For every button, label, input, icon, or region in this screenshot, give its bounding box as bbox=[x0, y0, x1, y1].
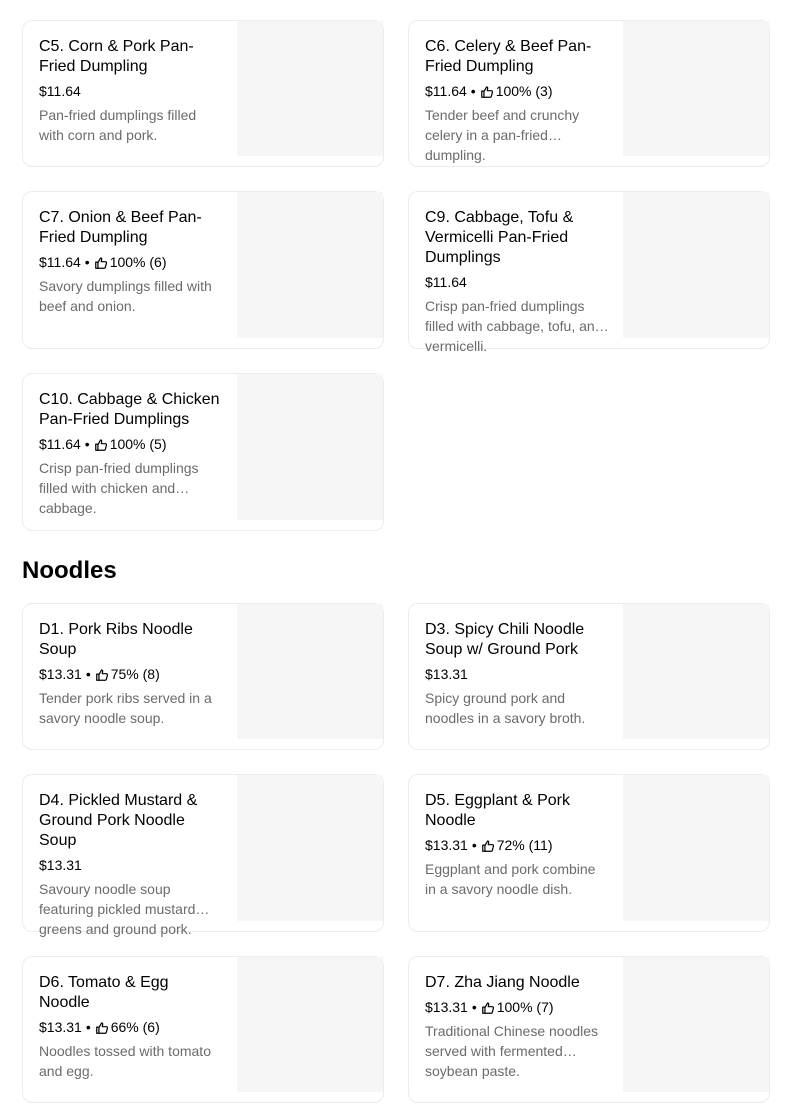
meta-separator: • bbox=[470, 83, 476, 99]
menu-item-card[interactable] bbox=[22, 373, 384, 531]
item-price: $11.64 bbox=[39, 254, 81, 270]
item-title: D6. Tomato & Egg Noodle bbox=[39, 974, 169, 1011]
item-description: Eggplant and pork combine in a savory noodle dish. bbox=[425, 861, 596, 897]
item-info bbox=[425, 973, 609, 1079]
item-image bbox=[237, 604, 383, 739]
item-rating: 100% (5) bbox=[109, 436, 167, 452]
item-info bbox=[425, 620, 609, 728]
menu-item-card[interactable] bbox=[22, 774, 384, 937]
item-rating: 66% (6) bbox=[110, 1019, 160, 1035]
item-meta bbox=[39, 1017, 223, 1037]
item-price: $11.64 bbox=[425, 274, 467, 290]
item-price: $13.31 bbox=[39, 1019, 82, 1035]
item-description: Traditional Chinese noodles served with fermented soybean paste. bbox=[425, 1023, 599, 1079]
item-meta bbox=[425, 835, 609, 855]
item-info bbox=[39, 620, 223, 728]
meta-separator: • bbox=[471, 999, 477, 1015]
menu-item-card[interactable] bbox=[22, 956, 384, 1103]
meta-separator: • bbox=[85, 1019, 91, 1035]
item-title: C6. Celery & Beef Pan-Fried Dumpling bbox=[425, 38, 592, 75]
item-image bbox=[237, 957, 383, 1092]
item-meta bbox=[39, 664, 223, 684]
item-rating: 72% (11) bbox=[496, 837, 553, 853]
item-info bbox=[39, 973, 223, 1081]
item-price: $13.31 bbox=[425, 837, 468, 853]
item-meta bbox=[425, 272, 609, 292]
item-rating: 100% (3) bbox=[495, 83, 553, 99]
menu-item-card[interactable] bbox=[22, 191, 384, 349]
item-info bbox=[39, 791, 223, 937]
item-title: C9. Cabbage, Tofu & Vermicelli Pan-Fried Dumplings bbox=[425, 209, 574, 266]
item-price: $11.64 bbox=[425, 83, 467, 99]
thumbs-up-icon bbox=[481, 838, 495, 852]
item-info bbox=[39, 37, 223, 145]
item-meta bbox=[39, 434, 223, 454]
item-price: $13.31 bbox=[39, 857, 82, 873]
menu-item-card[interactable] bbox=[22, 20, 384, 167]
item-title: C10. Cabbage & Chicken Pan-Fried Dumplings bbox=[39, 391, 220, 428]
item-title: D1. Pork Ribs Noodle Soup bbox=[39, 621, 193, 658]
item-image bbox=[623, 192, 769, 338]
menu-item-card[interactable] bbox=[408, 956, 770, 1103]
thumbs-up-icon bbox=[480, 84, 494, 98]
menu-item-card[interactable] bbox=[408, 191, 770, 354]
meta-separator: • bbox=[84, 436, 90, 452]
item-price: $11.64 bbox=[39, 83, 81, 99]
meta-separator: • bbox=[471, 837, 477, 853]
item-image bbox=[623, 957, 769, 1092]
meta-separator: • bbox=[85, 666, 91, 682]
item-title: D7. Zha Jiang Noodle bbox=[425, 974, 580, 991]
thumbs-up-icon bbox=[94, 255, 108, 269]
item-image bbox=[237, 21, 383, 156]
item-info bbox=[425, 208, 609, 354]
item-info bbox=[425, 791, 609, 899]
item-description: Noodles tossed with tomato and egg. bbox=[39, 1043, 211, 1079]
item-title: C5. Corn & Pork Pan-Fried Dumpling bbox=[39, 38, 194, 75]
thumbs-up-icon bbox=[94, 437, 108, 451]
item-description: Crisp pan-fried dumplings filled with chicken and cabbage. bbox=[39, 460, 199, 516]
item-image bbox=[237, 374, 383, 520]
menu-item-card[interactable] bbox=[22, 603, 384, 750]
item-description: Spicy ground pork and noodles in a savory broth. bbox=[425, 690, 586, 726]
item-image bbox=[623, 604, 769, 739]
item-price: $13.31 bbox=[425, 666, 468, 682]
item-meta bbox=[39, 81, 223, 101]
item-meta bbox=[425, 997, 609, 1017]
item-description: Pan-fried dumplings filled with corn and pork. bbox=[39, 107, 197, 143]
thumbs-up-icon bbox=[95, 1020, 109, 1034]
item-price: $11.64 bbox=[39, 436, 81, 452]
item-image bbox=[237, 775, 383, 921]
menu-item-card[interactable] bbox=[408, 20, 770, 167]
item-image bbox=[237, 192, 383, 338]
item-description: Crisp pan-fried dumplings filled with cabbage, tofu, and vermicelli. bbox=[425, 298, 603, 354]
item-meta bbox=[425, 664, 609, 684]
item-title: D4. Pickled Mustard & Ground Pork Noodle Soup bbox=[39, 792, 198, 849]
item-meta bbox=[425, 81, 609, 101]
item-description: Tender pork ribs served in a savory noodle soup. bbox=[39, 690, 212, 726]
item-description: Savoury noodle soup featuring pickled mustard greens and ground pork. bbox=[39, 881, 196, 937]
item-title: D3. Spicy Chili Noodle Soup w/ Ground Pork bbox=[425, 621, 585, 658]
item-image bbox=[623, 775, 769, 921]
item-price: $13.31 bbox=[425, 999, 468, 1015]
item-rating: 100% (7) bbox=[496, 999, 554, 1015]
item-info bbox=[39, 208, 223, 316]
item-rating: 75% (8) bbox=[110, 666, 160, 682]
item-description: Savory dumplings filled with beef and onion. bbox=[39, 278, 212, 314]
item-meta bbox=[39, 855, 223, 875]
meta-separator: • bbox=[84, 254, 90, 270]
item-info bbox=[425, 37, 609, 163]
item-meta bbox=[39, 252, 223, 272]
item-title: D5. Eggplant & Pork Noodle bbox=[425, 792, 570, 829]
item-description: Tender beef and crunchy celery in a pan-fried dumpling. bbox=[425, 107, 580, 163]
section-title-noodles: Noodles bbox=[22, 557, 117, 584]
menu-item-card[interactable] bbox=[408, 774, 770, 932]
item-price: $13.31 bbox=[39, 666, 82, 682]
thumbs-up-icon bbox=[95, 667, 109, 681]
item-title: C7. Onion & Beef Pan-Fried Dumpling bbox=[39, 209, 202, 246]
item-rating: 100% (6) bbox=[109, 254, 167, 270]
menu-item-card[interactable] bbox=[408, 603, 770, 750]
item-info bbox=[39, 390, 223, 516]
thumbs-up-icon bbox=[481, 1000, 495, 1014]
item-image bbox=[623, 21, 769, 156]
